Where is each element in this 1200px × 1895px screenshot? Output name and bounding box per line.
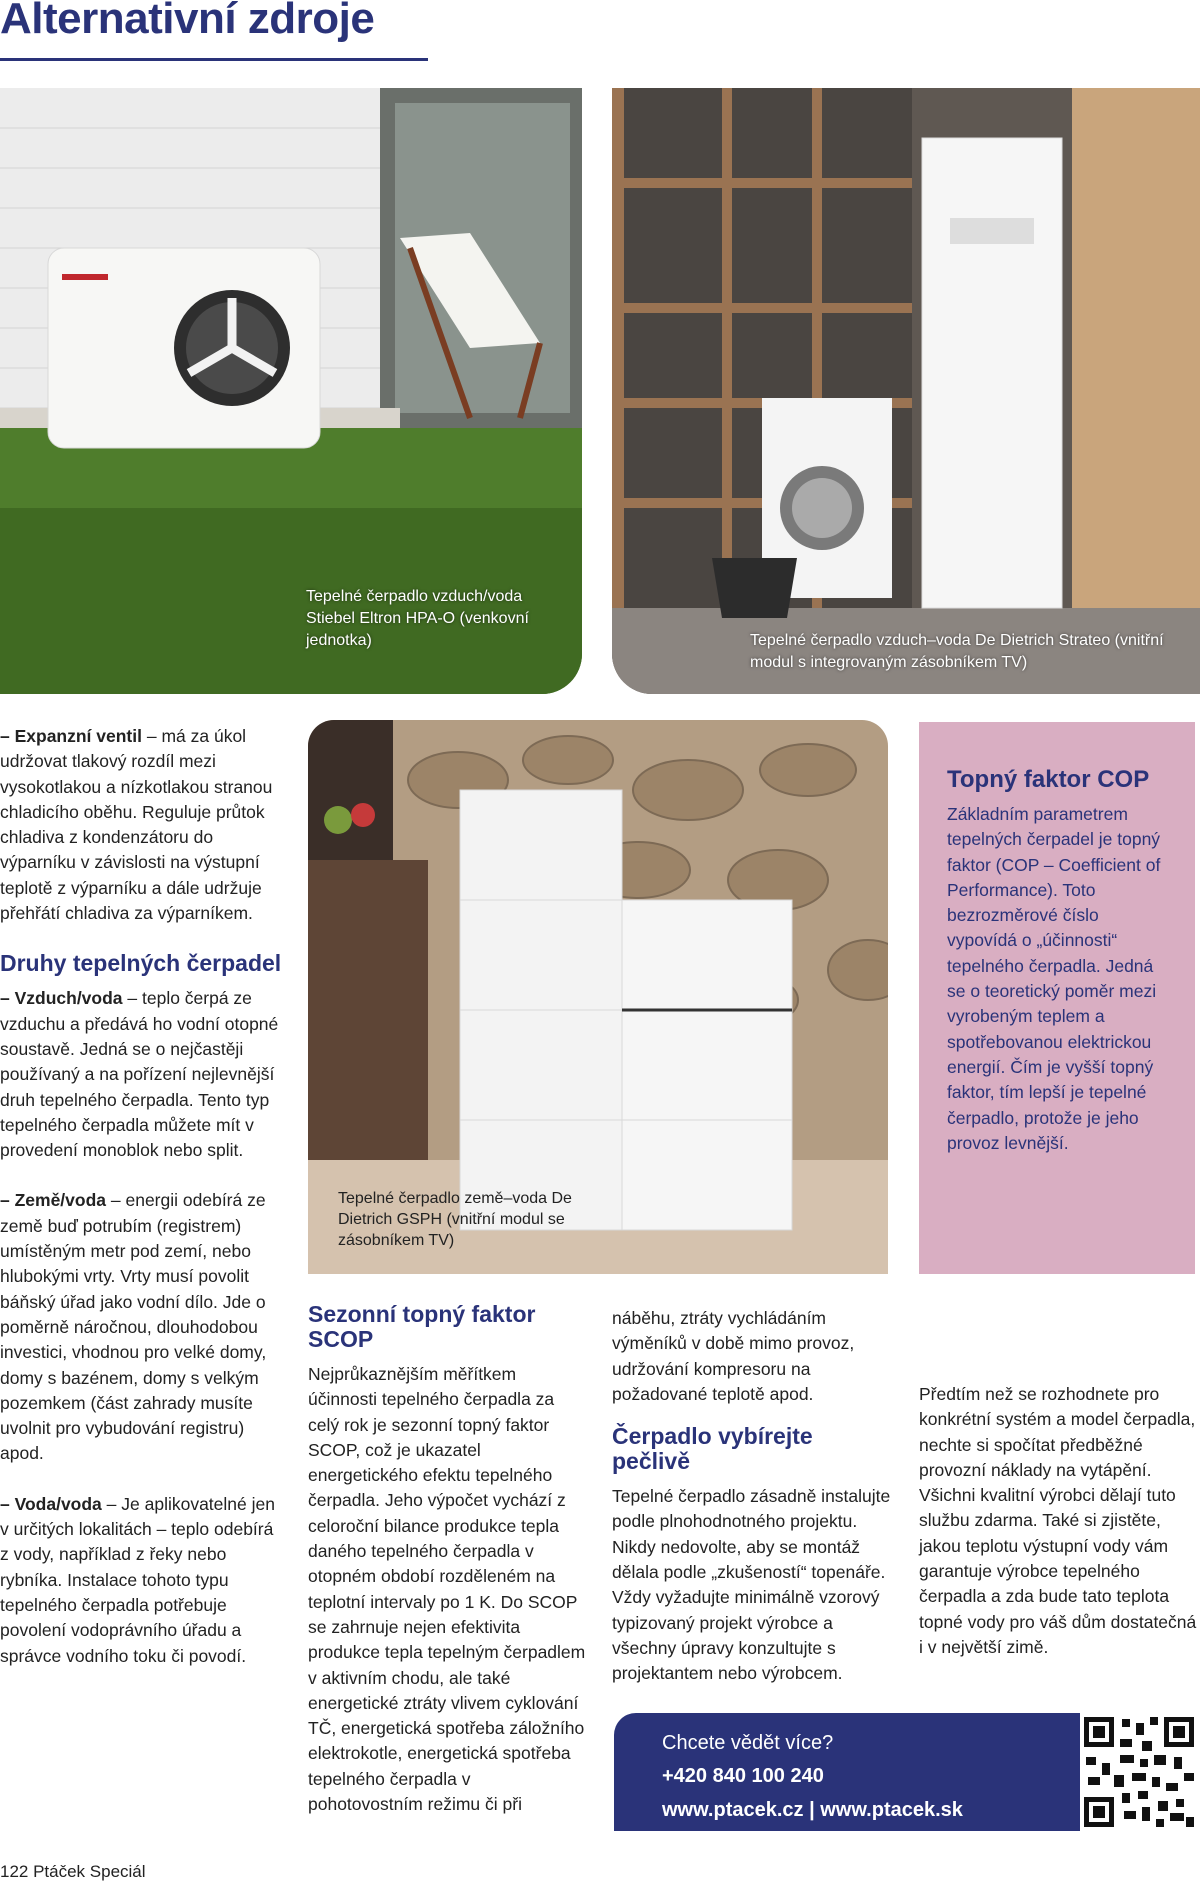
caption-ground: Tepelné čerpadlo země–voda De Dietrich GSPH (vnitřní modul se zásobníkem TV) bbox=[338, 1190, 572, 1249]
caption-indoor: Tepelné čerpadlo vzduch–voda De Dietrich Strateo (vnitřní modul s integrovaným zásobníkem TV) bbox=[750, 632, 1164, 671]
text-voda-voda: – Je aplikovatelné jen v určitých lokalitách – teplo odebírá z vody, například z řeky nebo rybníka. Instalace tohoto typu tepelného čerpadla potřebuje povolení vodoprávního úřadu a správce vodního toku či povodí. bbox=[0, 1493, 275, 1666]
text-expanzni-ventil: – má za úkol udržovat tlakový rozdíl mezi vysokotlakou a nízkotlakou stranou chladicího oběhu. Reguluje průtok chladiva z kondenzátoru do výparníku v závislosti na výstupní teplotě z výparníku a dále udržuje přehřátí chladiva za výparníkem. bbox=[0, 726, 273, 924]
text-col4: Předtím než se rozhodnete pro konkrétní systém a model čerpadla, nechte si spočítat předběžné provozní náklady na vytápění. Všichni kvalitní výrobci dělají tuto službu zdarma. Také si zjistěte, jakou teplotu výstupní vody vám garantuje výrobce tepelného čerpadla a zda bude tato teplota topné vody pro váš dům dostatečná i v největší zimě. bbox=[919, 1384, 1197, 1657]
photo-outdoor-heat-pump bbox=[0, 88, 582, 694]
photo-indoor-heat-pump bbox=[612, 88, 1200, 694]
heading-cerpadlo-vybirejte: Čerpadlo vybírejte pečlivě bbox=[612, 1423, 813, 1475]
page-footer: 122 Ptáček Speciál bbox=[0, 1862, 146, 1881]
heading-scop: Sezonní topný faktor SCOP bbox=[308, 1301, 536, 1352]
contact-web[interactable]: www.ptacek.cz | www.ptacek.sk bbox=[662, 1799, 963, 1821]
caption-outdoor: Tepelné čerpadlo vzduch/voda Stiebel Eltron HPA-O (venkovní jednotka) bbox=[306, 588, 529, 649]
column-1 bbox=[0, 724, 285, 1694]
label-voda-voda: – Voda/voda bbox=[0, 1493, 102, 1514]
qr-code[interactable] bbox=[1080, 1713, 1198, 1831]
cop-title: Topný faktor COP bbox=[947, 766, 1150, 793]
cop-text: Základním parametrem tepelných čerpadel je topný faktor (COP – Coefficient of Performance). Toto bezrozměrové číslo vypovídá o „účinnosti“ tepelného čerpadla. Jedná se o teoretický poměr mezi vyrobeným teplem a spotřebovanou elektrickou energií. Čím je vyšší topný faktor, tím lepší je tepelné čerpadlo, protože je jeho provoz levnější. bbox=[947, 804, 1161, 1153]
label-vzduch-voda: – Vzduch/voda bbox=[0, 988, 123, 1009]
column-4 bbox=[919, 1382, 1199, 1685]
title-underline bbox=[0, 58, 428, 61]
text-vzduch-voda: – teplo čerpá ze vzduchu a předává ho vodní otopné soustavě. Jedná se o nejčastěji používaný a na pořízení nejlevnější druh tepelného čerpadla. Tento typ tepelného čerpadla můžete mít v provedení monoblok nebo split. bbox=[0, 988, 279, 1161]
label-zeme-voda: – Země/voda bbox=[0, 1190, 107, 1211]
text-col3-intro: náběhu, ztráty vychládáním výměníků v době mimo provoz, udržování kompresoru na požadované teplotě apod. bbox=[612, 1308, 855, 1404]
page-title: Alternativní zdroje bbox=[0, 0, 375, 43]
column-3 bbox=[612, 1306, 892, 1712]
text-scop: Nejprůkaznějším měřítkem účinnosti tepelného čerpadla za celý rok je sezonní topný faktor SCOP, což je ukazatel energetického efektu tepelného čerpadla. Jeho výpočet vychází z celoroční bilance produkce tepla daného tepelného čerpadla v otopném období rozděleném na teplotní intervaly po 1 K. Do SCOP se zahrnuje nejen efektivita produkce tepla tepelným čerpadlem v aktivním chodu, ale také energetické ztráty vlivem cyklování TČ, energetická spotřeba záložního elektrokotle, energetická spotřeba tepelného čerpadla v pohotovostním režimu či při bbox=[308, 1364, 586, 1815]
cop-info-box bbox=[919, 722, 1195, 1274]
contact-question: Chcete vědět více? bbox=[662, 1732, 834, 1754]
text-col3-main: Tepelné čerpadlo zásadně instalujte podle plnohodnotného projektu. Nikdy nedovolte, aby se montáž dělala podle „zkušeností“ topenáře. Vždy vyžadujte minimálně vzorový typizovaný projekt výrobce a všechny úpravy konzultujte s projektantem nebo výrobcem. bbox=[612, 1486, 891, 1684]
label-expanzni-ventil: – Expanzní ventil bbox=[0, 726, 142, 746]
text-zeme-voda: – energii odebírá ze země buď potrubím (registrem) umístěným metr pod zemí, nebo hlubokými vrty. Vrty musí povolit báňský úřad jako vodní dílo. Jde o poměrně náročnou, dlouhodobou investici, vhodnou pro velké domy, domy s bazénem, domy s velkým pozemkem (část zahrady musíte uvolnit pro vybudování registru) apod. bbox=[0, 1190, 267, 1464]
contact-phone[interactable]: +420 840 100 240 bbox=[662, 1765, 824, 1787]
qr-code-icon bbox=[1080, 1713, 1198, 1831]
heading-druhy-cerpadel: Druhy tepelných čerpadel bbox=[0, 950, 282, 977]
column-2 bbox=[308, 1298, 588, 1842]
contact-box bbox=[614, 1713, 1080, 1831]
photo-ground-heat-pump bbox=[308, 720, 888, 1274]
